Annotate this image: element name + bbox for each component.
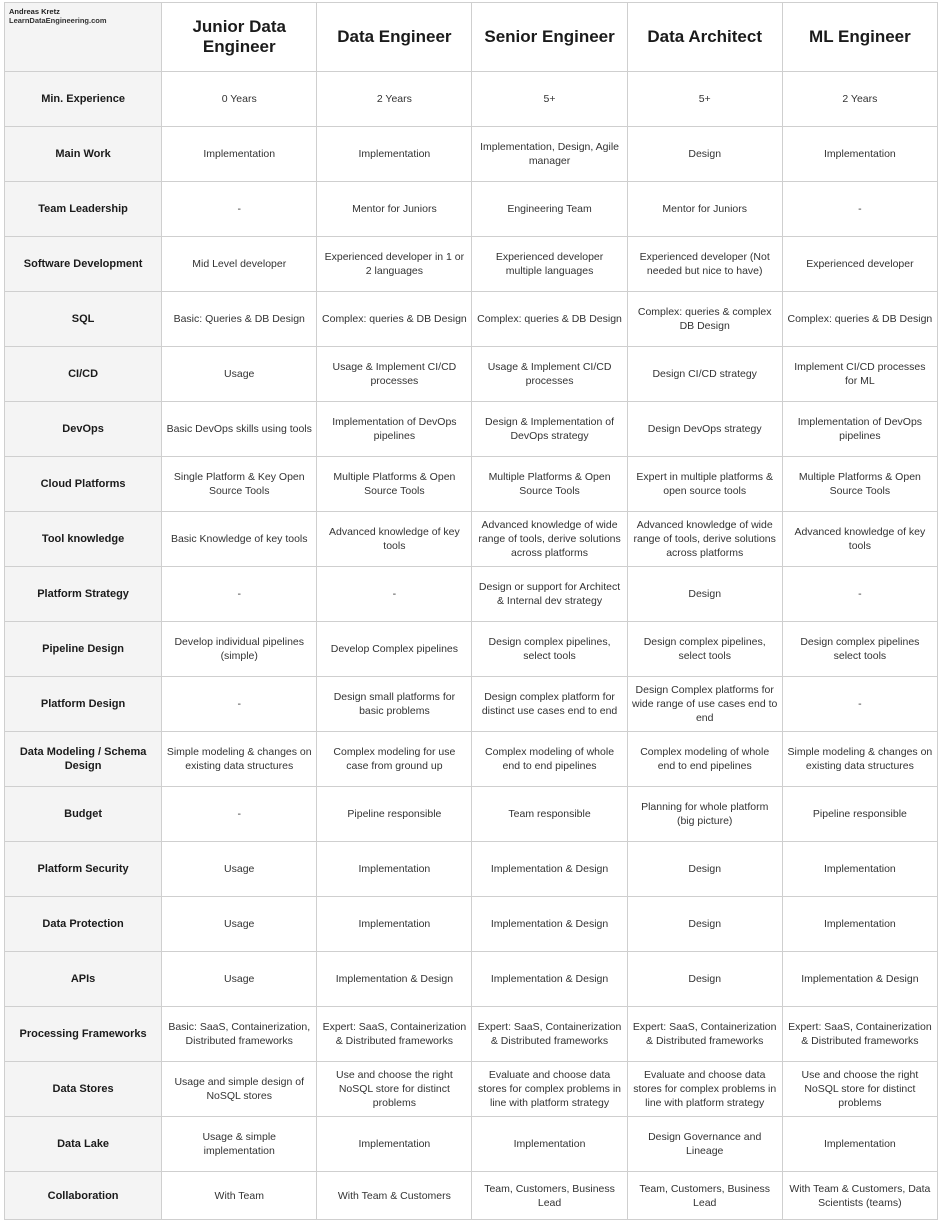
cell-data-architect: Advanced knowledge of wide range of tools, derive solutions across platforms xyxy=(627,512,782,567)
cell-data-architect: Design DevOps strategy xyxy=(627,402,782,457)
cell-ml-engineer: Simple modeling & changes on existing data structures xyxy=(782,732,937,787)
row-label: DevOps xyxy=(5,402,162,457)
table-row xyxy=(5,182,938,237)
cell-data-engineer: Experienced developer in 1 or 2 languages xyxy=(317,237,472,292)
role-header-data-engineer: Data Engineer xyxy=(317,3,472,72)
table-row xyxy=(5,1007,938,1062)
cell-junior-data-engineer: Mid Level developer xyxy=(162,237,317,292)
cell-data-architect: Expert: SaaS, Containerization & Distributed frameworks xyxy=(627,1007,782,1062)
cell-data-engineer: Use and choose the right NoSQL store for distinct problems xyxy=(317,1062,472,1117)
table-row xyxy=(5,347,938,402)
cell-ml-engineer: Design complex pipelines select tools xyxy=(782,622,937,677)
cell-junior-data-engineer: Implementation xyxy=(162,127,317,182)
cell-ml-engineer: Multiple Platforms & Open Source Tools xyxy=(782,457,937,512)
cell-senior-engineer: Team, Customers, Business Lead xyxy=(472,1172,627,1220)
cell-senior-engineer: Complex modeling of whole end to end pipelines xyxy=(472,732,627,787)
cell-senior-engineer: Design & Implementation of DevOps strategy xyxy=(472,402,627,457)
cell-junior-data-engineer: - xyxy=(162,787,317,842)
table-row xyxy=(5,1062,938,1117)
table-row xyxy=(5,512,938,567)
cell-data-architect: Design xyxy=(627,897,782,952)
cell-data-architect: Design complex pipelines, select tools xyxy=(627,622,782,677)
header-row xyxy=(5,3,938,72)
cell-data-architect: Design Governance and Lineage xyxy=(627,1117,782,1172)
cell-senior-engineer: Implementation & Design xyxy=(472,842,627,897)
cell-senior-engineer: Complex: queries & DB Design xyxy=(472,292,627,347)
row-label: Min. Experience xyxy=(5,72,162,127)
role-header-junior-data-engineer: Junior Data Engineer xyxy=(162,3,317,72)
cell-senior-engineer: Engineering Team xyxy=(472,182,627,237)
cell-data-engineer: Pipeline responsible xyxy=(317,787,472,842)
table-row xyxy=(5,842,938,897)
cell-junior-data-engineer: Usage xyxy=(162,897,317,952)
cell-data-architect: Design xyxy=(627,952,782,1007)
cell-data-architect: Team, Customers, Business Lead xyxy=(627,1172,782,1220)
cell-senior-engineer: Expert: SaaS, Containerization & Distributed frameworks xyxy=(472,1007,627,1062)
cell-ml-engineer: Expert: SaaS, Containerization & Distributed frameworks xyxy=(782,1007,937,1062)
cell-senior-engineer: Team responsible xyxy=(472,787,627,842)
row-label: Budget xyxy=(5,787,162,842)
table-row xyxy=(5,732,938,787)
author-credit xyxy=(5,3,162,72)
cell-junior-data-engineer: - xyxy=(162,182,317,237)
table-row xyxy=(5,787,938,842)
cell-data-engineer: With Team & Customers xyxy=(317,1172,472,1220)
cell-data-architect: Design xyxy=(627,842,782,897)
cell-data-architect: Expert in multiple platforms & open source tools xyxy=(627,457,782,512)
cell-junior-data-engineer: Usage xyxy=(162,842,317,897)
cell-ml-engineer: Experienced developer xyxy=(782,237,937,292)
cell-junior-data-engineer: Usage & simple implementation xyxy=(162,1117,317,1172)
cell-ml-engineer: Implementation of DevOps pipelines xyxy=(782,402,937,457)
cell-junior-data-engineer: Develop individual pipelines (simple) xyxy=(162,622,317,677)
cell-ml-engineer: Complex: queries & DB Design xyxy=(782,292,937,347)
table-row xyxy=(5,237,938,292)
cell-data-engineer: Multiple Platforms & Open Source Tools xyxy=(317,457,472,512)
cell-data-engineer: Develop Complex pipelines xyxy=(317,622,472,677)
cell-data-architect: Design xyxy=(627,127,782,182)
role-header-senior-engineer: Senior Engineer xyxy=(472,3,627,72)
cell-data-architect: Planning for whole platform (big picture) xyxy=(627,787,782,842)
row-label: Data Modeling / Schema Design xyxy=(5,732,162,787)
role-header-ml-engineer: ML Engineer xyxy=(782,3,937,72)
cell-ml-engineer: 2 Years xyxy=(782,72,937,127)
cell-junior-data-engineer: Basic Knowledge of key tools xyxy=(162,512,317,567)
cell-ml-engineer: Implementation xyxy=(782,897,937,952)
cell-senior-engineer: Multiple Platforms & Open Source Tools xyxy=(472,457,627,512)
row-label: Platform Security xyxy=(5,842,162,897)
cell-data-engineer: Design small platforms for basic problems xyxy=(317,677,472,732)
cell-ml-engineer: With Team & Customers, Data Scientists (teams) xyxy=(782,1172,937,1220)
table-row xyxy=(5,1172,938,1220)
row-label: Collaboration xyxy=(5,1172,162,1220)
cell-ml-engineer: Pipeline responsible xyxy=(782,787,937,842)
cell-junior-data-engineer: Simple modeling & changes on existing data structures xyxy=(162,732,317,787)
cell-data-engineer: - xyxy=(317,567,472,622)
cell-data-architect: Design CI/CD strategy xyxy=(627,347,782,402)
cell-ml-engineer: Implementation & Design xyxy=(782,952,937,1007)
cell-data-architect: Experienced developer (Not needed but nice to have) xyxy=(627,237,782,292)
cell-junior-data-engineer: Usage xyxy=(162,347,317,402)
cell-junior-data-engineer: Basic: Queries & DB Design xyxy=(162,292,317,347)
cell-ml-engineer: - xyxy=(782,182,937,237)
cell-junior-data-engineer: Basic: SaaS, Containerization, Distributed frameworks xyxy=(162,1007,317,1062)
row-label: Software Development xyxy=(5,237,162,292)
author-site: LearnDataEngineering.com xyxy=(9,16,107,25)
table-row xyxy=(5,622,938,677)
cell-ml-engineer: Advanced knowledge of key tools xyxy=(782,512,937,567)
table-row xyxy=(5,72,938,127)
cell-data-engineer: Implementation xyxy=(317,127,472,182)
row-label: Main Work xyxy=(5,127,162,182)
table-row xyxy=(5,127,938,182)
cell-data-architect: 5+ xyxy=(627,72,782,127)
row-label: Tool knowledge xyxy=(5,512,162,567)
row-label: Processing Frameworks xyxy=(5,1007,162,1062)
cell-senior-engineer: Implementation & Design xyxy=(472,897,627,952)
role-header-data-architect: Data Architect xyxy=(627,3,782,72)
cell-ml-engineer: Implementation xyxy=(782,127,937,182)
table-row xyxy=(5,457,938,512)
cell-junior-data-engineer: Usage xyxy=(162,952,317,1007)
table-row xyxy=(5,897,938,952)
table-row xyxy=(5,952,938,1007)
cell-data-engineer: Mentor for Juniors xyxy=(317,182,472,237)
table-row xyxy=(5,677,938,732)
cell-data-engineer: Advanced knowledge of key tools xyxy=(317,512,472,567)
cell-junior-data-engineer: Single Platform & Key Open Source Tools xyxy=(162,457,317,512)
cell-data-architect: Design Complex platforms for wide range of use cases end to end xyxy=(627,677,782,732)
row-label: Data Stores xyxy=(5,1062,162,1117)
cell-data-architect: Complex modeling of whole end to end pipelines xyxy=(627,732,782,787)
cell-data-architect: Mentor for Juniors xyxy=(627,182,782,237)
cell-data-architect: Evaluate and choose data stores for complex problems in line with platform strategy xyxy=(627,1062,782,1117)
cell-junior-data-engineer: - xyxy=(162,677,317,732)
cell-ml-engineer: Use and choose the right NoSQL store for distinct problems xyxy=(782,1062,937,1117)
cell-data-engineer: Implementation & Design xyxy=(317,952,472,1007)
cell-data-engineer: Complex: queries & DB Design xyxy=(317,292,472,347)
cell-junior-data-engineer: Usage and simple design of NoSQL stores xyxy=(162,1062,317,1117)
cell-senior-engineer: Advanced knowledge of wide range of tools, derive solutions across platforms xyxy=(472,512,627,567)
cell-senior-engineer: Implementation & Design xyxy=(472,952,627,1007)
cell-data-engineer: Implementation xyxy=(317,842,472,897)
row-label: Data Lake xyxy=(5,1117,162,1172)
role-skills-matrix xyxy=(4,2,938,1220)
matrix-body xyxy=(5,72,938,1220)
cell-ml-engineer: Implement CI/CD processes for ML xyxy=(782,347,937,402)
cell-ml-engineer: Implementation xyxy=(782,842,937,897)
row-label: CI/CD xyxy=(5,347,162,402)
row-label: Platform Strategy xyxy=(5,567,162,622)
row-label: Cloud Platforms xyxy=(5,457,162,512)
cell-senior-engineer: Design complex platform for distinct use cases end to end xyxy=(472,677,627,732)
cell-data-architect: Design xyxy=(627,567,782,622)
cell-senior-engineer: 5+ xyxy=(472,72,627,127)
cell-data-engineer: Implementation of DevOps pipelines xyxy=(317,402,472,457)
cell-data-engineer: Expert: SaaS, Containerization & Distributed frameworks xyxy=(317,1007,472,1062)
cell-senior-engineer: Design or support for Architect & Internal dev strategy xyxy=(472,567,627,622)
cell-data-engineer: Usage & Implement CI/CD processes xyxy=(317,347,472,402)
cell-ml-engineer: Implementation xyxy=(782,1117,937,1172)
table-row xyxy=(5,402,938,457)
cell-junior-data-engineer: - xyxy=(162,567,317,622)
author-name: Andreas Kretz xyxy=(9,7,60,16)
cell-data-engineer: Complex modeling for use case from ground up xyxy=(317,732,472,787)
cell-data-architect: Complex: queries & complex DB Design xyxy=(627,292,782,347)
cell-senior-engineer: Implementation xyxy=(472,1117,627,1172)
cell-data-engineer: Implementation xyxy=(317,1117,472,1172)
cell-senior-engineer: Experienced developer multiple languages xyxy=(472,237,627,292)
cell-senior-engineer: Implementation, Design, Agile manager xyxy=(472,127,627,182)
cell-data-engineer: Implementation xyxy=(317,897,472,952)
cell-ml-engineer: - xyxy=(782,567,937,622)
cell-senior-engineer: Design complex pipelines, select tools xyxy=(472,622,627,677)
cell-data-engineer: 2 Years xyxy=(317,72,472,127)
row-label: Data Protection xyxy=(5,897,162,952)
table-row xyxy=(5,292,938,347)
cell-junior-data-engineer: 0 Years xyxy=(162,72,317,127)
row-label: SQL xyxy=(5,292,162,347)
row-label: Pipeline Design xyxy=(5,622,162,677)
cell-senior-engineer: Usage & Implement CI/CD processes xyxy=(472,347,627,402)
row-label: Platform Design xyxy=(5,677,162,732)
row-label: Team Leadership xyxy=(5,182,162,237)
cell-senior-engineer: Evaluate and choose data stores for complex problems in line with platform strategy xyxy=(472,1062,627,1117)
cell-junior-data-engineer: With Team xyxy=(162,1172,317,1220)
table-row xyxy=(5,1117,938,1172)
row-label: APIs xyxy=(5,952,162,1007)
table-row xyxy=(5,567,938,622)
cell-junior-data-engineer: Basic DevOps skills using tools xyxy=(162,402,317,457)
cell-ml-engineer: - xyxy=(782,677,937,732)
